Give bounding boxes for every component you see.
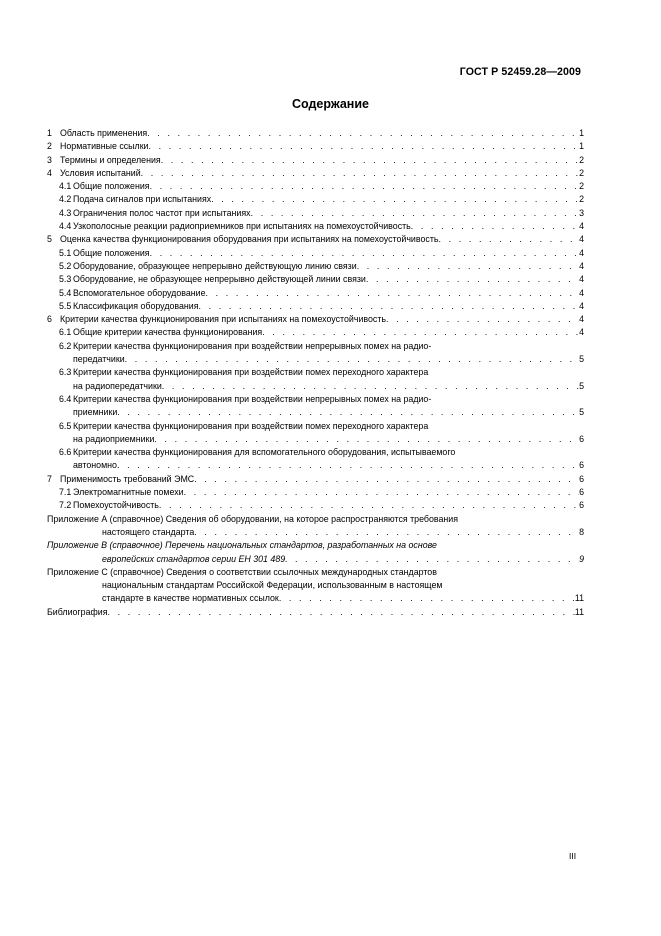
toc-entry-number: 4	[47, 167, 52, 178]
toc-entry-title: Общие положения	[73, 247, 150, 258]
toc-entry-title: Библиография	[47, 606, 108, 617]
toc-entry-title: Оборудование, не образующее непрерывно действующей линии связи	[73, 274, 366, 285]
toc-leader-dots	[285, 553, 579, 566]
toc-entry-page: 11	[574, 593, 584, 604]
toc-entry[interactable]	[47, 140, 584, 153]
toc-entry[interactable]	[47, 513, 584, 540]
toc-entry-page: 9	[579, 553, 584, 564]
toc-entry[interactable]	[47, 313, 584, 326]
toc-entry-title: Критерии качества функционирования при воздействии помех переходного характера	[73, 420, 429, 431]
toc-entry-title: Вспомогательное оборудование	[73, 287, 206, 298]
toc-entry[interactable]	[47, 446, 584, 473]
toc-entry-number: 4.2	[59, 194, 72, 205]
toc-leader-dots	[125, 353, 579, 366]
toc-entry-number: 5.4	[59, 287, 72, 298]
toc-entry-page: 3	[579, 207, 584, 218]
toc-entry-page: 4	[579, 260, 584, 271]
toc-entry-number: 5.3	[59, 274, 72, 285]
toc-leader-dots	[386, 313, 579, 326]
page-number: III	[569, 851, 577, 861]
toc-entry[interactable]	[47, 180, 584, 193]
toc-entry-page: 2	[579, 181, 584, 192]
toc-entry-number: 5	[47, 234, 52, 245]
toc-entry[interactable]	[47, 366, 584, 393]
toc-leader-dots	[366, 273, 579, 286]
toc-entry[interactable]	[47, 499, 584, 512]
toc-entry[interactable]	[47, 127, 584, 140]
toc-entry-number: 3	[47, 154, 52, 165]
toc-entry-title: Ограничения полос частот при испытаниях	[73, 207, 251, 218]
toc-entry[interactable]	[47, 340, 584, 367]
toc-entry-page: 5	[579, 354, 584, 365]
toc-entry[interactable]	[47, 247, 584, 260]
toc-entry-number: 7.1	[59, 487, 72, 498]
toc-leader-dots	[438, 233, 579, 246]
toc-entry[interactable]	[47, 486, 584, 499]
toc-entry-title: приемники	[73, 407, 118, 418]
toc-entry-title: на радиоприемники	[73, 433, 155, 444]
toc-entry-page: 4	[579, 327, 584, 338]
toc-entry-title: Общие положения	[73, 181, 150, 192]
toc-entry[interactable]	[47, 154, 584, 167]
toc-entry-title: на радиопередатчики	[73, 380, 162, 391]
toc-leader-dots	[117, 406, 579, 419]
toc-entry-number: 5.1	[59, 247, 72, 258]
toc-entry-page: 4	[579, 314, 584, 325]
toc-entry-page: 5	[579, 407, 584, 418]
toc-entry-title: Общие критерии качества функционирования	[73, 327, 263, 338]
toc-entry[interactable]	[47, 393, 584, 420]
toc-leader-dots	[162, 380, 579, 393]
toc-entry[interactable]	[47, 273, 584, 286]
toc-leader-dots	[147, 127, 579, 140]
toc-entry[interactable]	[47, 193, 584, 206]
toc-entry-title: Приложение В (справочное) Перечень национальных стандартов, разработанных на основе	[47, 540, 437, 551]
toc-entry-title: Узкополосные реакции радиоприемников при испытаниях на помехоустойчивость	[73, 221, 411, 232]
toc-entry-page: 4	[579, 287, 584, 298]
toc-entry[interactable]	[47, 300, 584, 313]
toc-entry-number: 4.4	[59, 221, 72, 232]
toc-entry-title: Термины и определения	[60, 154, 161, 165]
toc-entry-page: 6	[579, 487, 584, 498]
toc-entry-page: 4	[579, 300, 584, 311]
toc-leader-dots	[184, 486, 579, 499]
toc-entry-number: 5.2	[59, 260, 72, 271]
toc-leader-dots	[411, 220, 579, 233]
toc-entry-number: 7	[47, 473, 52, 484]
toc-entry-page: 8	[579, 526, 584, 537]
toc-entry-page: 4	[579, 221, 584, 232]
toc-entry-title: Применимость требований ЭМС	[60, 473, 195, 484]
toc-entry[interactable]	[47, 473, 584, 486]
toc-entry-number: 4.1	[59, 181, 72, 192]
toc-leader-dots	[141, 167, 579, 180]
toc-leader-dots	[149, 140, 580, 153]
toc-entry-number: 6.4	[59, 393, 72, 404]
toc-leader-dots	[194, 526, 579, 539]
toc-leader-dots	[199, 300, 580, 313]
toc-entry[interactable]	[47, 606, 584, 619]
toc-entry-title: Критерии качества функционирования при испытаниях на помехоустойчивость	[60, 314, 387, 325]
toc-entry-page: 6	[579, 433, 584, 444]
toc-entry-page: 4	[579, 234, 584, 245]
toc-entry-page: 5	[579, 380, 584, 391]
toc-entry-number: 1	[47, 128, 52, 138]
toc-entry-page: 2	[579, 167, 584, 178]
toc-entry-title: Оценка качества функционирования оборудования при испытаниях на помехоустойчивость	[60, 234, 439, 245]
toc-entry-title: Условия испытаний	[60, 167, 141, 178]
toc-entry-title: Подача сигналов при испытаниях	[73, 194, 212, 205]
toc-entry[interactable]	[47, 287, 584, 300]
toc-entry-title: Нормативные ссылки	[60, 141, 149, 152]
document-code: ГОСТ Р 52459.28—2009	[459, 66, 581, 78]
toc-leader-dots	[150, 247, 580, 260]
toc-leader-dots	[262, 326, 579, 339]
toc-entry-number: 6.5	[59, 420, 72, 431]
toc-entry-page: 4	[579, 274, 584, 285]
page-title: Содержание	[291, 97, 369, 111]
toc-entry-page: 2	[579, 154, 584, 165]
toc-entry[interactable]	[47, 233, 584, 246]
toc-entry-number: 6.6	[59, 447, 72, 458]
toc-entry-title: Оборудование, образующее непрерывно действующую линию связи	[73, 260, 357, 271]
toc-entry-title: Критерии качества функционирования при воздействии непрерывных помех на радио-	[73, 393, 432, 404]
toc-leader-dots	[150, 180, 580, 193]
toc-entry-title: Приложение С (справочное) Сведения о соответствии ссылочных международных стандартов	[47, 566, 437, 577]
toc-entry-title: Классификация оборудования	[73, 300, 199, 311]
toc-entry[interactable]	[47, 260, 584, 273]
toc-leader-dots	[108, 606, 575, 619]
table-of-contents	[47, 127, 584, 619]
toc-leader-dots	[206, 287, 580, 300]
toc-entry-page: 6	[579, 473, 584, 484]
toc-leader-dots	[194, 473, 579, 486]
toc-leader-dots	[161, 154, 579, 167]
toc-entry[interactable]	[47, 326, 584, 339]
toc-entry-title: настоящего стандарта	[102, 526, 195, 537]
toc-entry-number: 6	[47, 314, 52, 325]
toc-entry-number: 2	[47, 141, 52, 152]
toc-entry-number: 5.5	[59, 300, 72, 311]
toc-leader-dots	[211, 193, 579, 206]
toc-leader-dots	[117, 459, 579, 472]
toc-entry-page: 4	[579, 247, 584, 258]
toc-leader-dots	[154, 433, 579, 446]
toc-leader-dots	[279, 592, 575, 605]
toc-entry-title: европейских стандартов серии ЕН 301 489	[102, 553, 286, 564]
toc-entry-page: 2	[579, 194, 584, 205]
toc-entry-page: 6	[579, 500, 584, 511]
toc-leader-dots	[357, 260, 579, 273]
toc-entry-number: 7.2	[59, 500, 72, 511]
toc-entry-number: 6.2	[59, 340, 72, 351]
toc-entry-page: 11	[574, 606, 584, 617]
toc-entry-title: автономно	[73, 460, 117, 471]
toc-entry[interactable]	[47, 420, 584, 447]
toc-entry-page: 6	[579, 460, 584, 471]
toc-entry[interactable]	[47, 167, 584, 180]
toc-entry-title: передатчики	[73, 354, 125, 365]
toc-entry-number: 6.1	[59, 327, 72, 338]
toc-entry-title: Критерии качества функционирования при воздействии непрерывных помех на радио-	[73, 340, 432, 351]
toc-entry-title: Электромагнитные помехи	[73, 487, 184, 498]
toc-entry-title: Помехоустойчивость	[73, 500, 159, 511]
toc-entry[interactable]	[47, 566, 584, 606]
toc-leader-dots	[251, 207, 579, 220]
toc-entry-title: Критерии качества функционирования при воздействии помех переходного характера	[73, 367, 429, 378]
toc-entry-number: 4.3	[59, 207, 72, 218]
toc-entry-title: Область применения	[60, 128, 148, 138]
toc-entry[interactable]	[47, 220, 584, 233]
toc-entry-page: 1	[579, 141, 584, 152]
toc-entry-title: стандарте в качестве нормативных ссылок	[102, 593, 279, 604]
toc-entry-title: Приложение А (справочное) Сведения об оборудовании, на которое распространяются требования	[47, 513, 459, 524]
toc-entry-page: 1	[579, 128, 584, 138]
toc-leader-dots	[159, 499, 579, 512]
toc-entry[interactable]	[47, 207, 584, 220]
toc-entry[interactable]	[47, 539, 584, 566]
toc-entry-title: национальным стандартам Российской Федерации, использованным в настоящем	[102, 580, 443, 591]
toc-entry-title: Критерии качества функционирования для вспомогательного оборудования, испытываемого	[73, 447, 456, 458]
toc-entry-number: 6.3	[59, 367, 72, 378]
